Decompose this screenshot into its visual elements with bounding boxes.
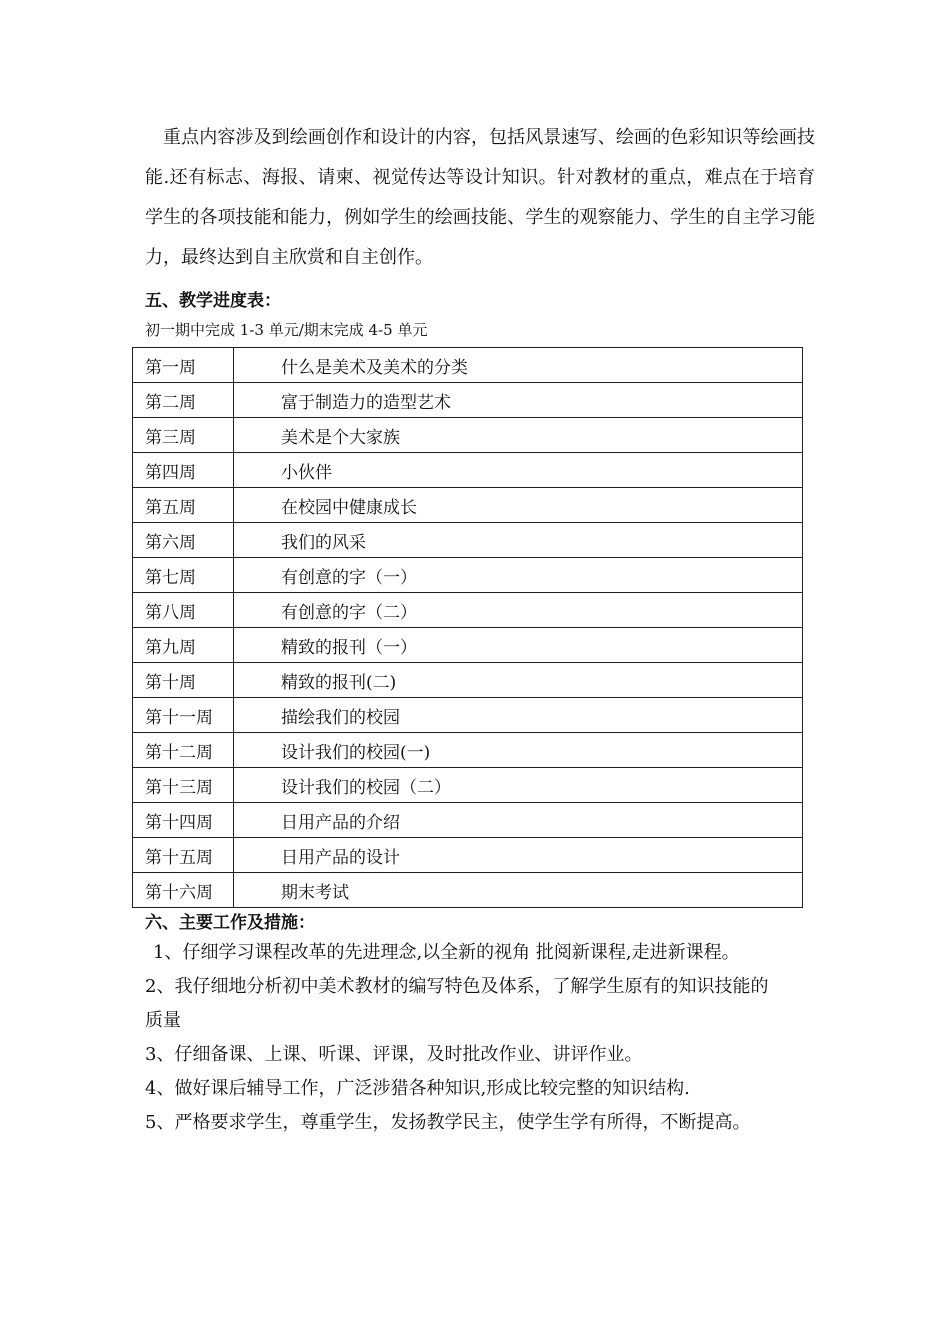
topic-cell: 有创意的字（一） (234, 558, 803, 593)
topic-cell: 日用产品的设计 (234, 838, 803, 873)
topic-cell: 什么是美术及美术的分类 (234, 348, 803, 383)
table-row (133, 383, 803, 418)
table-row (133, 768, 803, 803)
list-item: 4、做好课后辅导工作，广泛涉猎各种知识,形成比较完整的知识结构. (145, 1078, 690, 1099)
table-row (133, 803, 803, 838)
topic-cell: 日用产品的介绍 (234, 803, 803, 838)
table-row (133, 698, 803, 733)
week-cell: 第一周 (133, 348, 234, 383)
intro-paragraph: 重点内容涉及到绘画创作和设计的内容，包括风景速写、绘画的色彩知识等绘画技能.还有标志、海报、请柬、视觉传达等设计知识。针对教材的重点，难点在于培育学生的各项技能和能力，例如学生的绘画技能、学生的观察能力、学生的自主学习能力，最终达到自主欣赏和自主创作。 (145, 127, 815, 268)
topic-cell: 期末考试 (234, 873, 803, 908)
topic-cell: 我们的风采 (234, 523, 803, 558)
topic-cell: 精致的报刊（一） (234, 628, 803, 663)
table-row (133, 558, 803, 593)
week-cell: 第十五周 (133, 838, 234, 873)
topic-cell: 富于制造力的造型艺术 (234, 383, 803, 418)
table-row (133, 838, 803, 873)
topic-cell: 有创意的字（二） (234, 593, 803, 628)
table-row (133, 593, 803, 628)
week-cell: 第五周 (133, 488, 234, 523)
document-page (145, 118, 815, 1140)
table-row (133, 663, 803, 698)
week-cell: 第十二周 (133, 733, 234, 768)
topic-cell: 小伙伴 (234, 453, 803, 488)
table-row (133, 523, 803, 558)
week-cell: 第二周 (133, 383, 234, 418)
table-row (133, 348, 803, 383)
schedule-table (132, 347, 803, 908)
measures-list (145, 936, 815, 1140)
topic-cell: 精致的报刊(二) (234, 663, 803, 698)
topic-cell: 描绘我们的校园 (234, 698, 803, 733)
week-cell: 第十周 (133, 663, 234, 698)
section5-heading: 五、教学进度表： (145, 291, 281, 311)
table-row (133, 733, 803, 768)
week-cell: 第四周 (133, 453, 234, 488)
section6-heading: 六、主要工作及措施： (145, 913, 315, 933)
topic-cell: 在校园中健康成长 (234, 488, 803, 523)
week-cell: 第八周 (133, 593, 234, 628)
table-row (133, 873, 803, 908)
topic-cell: 美术是个大家族 (234, 418, 803, 453)
week-cell: 第六周 (133, 523, 234, 558)
week-cell: 第三周 (133, 418, 234, 453)
table-row (133, 418, 803, 453)
table-row (133, 453, 803, 488)
week-cell: 第十四周 (133, 803, 234, 838)
week-cell: 第九周 (133, 628, 234, 663)
list-item: 质量 (145, 1010, 181, 1031)
week-cell: 第十三周 (133, 768, 234, 803)
list-item: 3、仔细备课、上课、听课、评课，及时批改作业、讲评作业。 (145, 1044, 643, 1065)
topic-cell: 设计我们的校园(一) (234, 733, 803, 768)
week-cell: 第七周 (133, 558, 234, 593)
schedule-note: 初一期中完成 1-3 单元/期末完成 4-5 单元 (145, 321, 428, 339)
week-cell: 第十六周 (133, 873, 234, 908)
list-item: 1、仔细学习课程改革的先进理念,以全新的视角 批阅新课程,走进新课程。 (153, 942, 740, 963)
topic-cell: 设计我们的校园（二） (234, 768, 803, 803)
list-item: 2、我仔细地分析初中美术教材的编写特色及体系，了解学生原有的知识技能的 (145, 976, 769, 997)
list-item: 5、严格要求学生，尊重学生，发扬教学民主，使学生学有所得，不断提高。 (145, 1112, 751, 1133)
table-row (133, 488, 803, 523)
week-cell: 第十一周 (133, 698, 234, 733)
table-row (133, 628, 803, 663)
